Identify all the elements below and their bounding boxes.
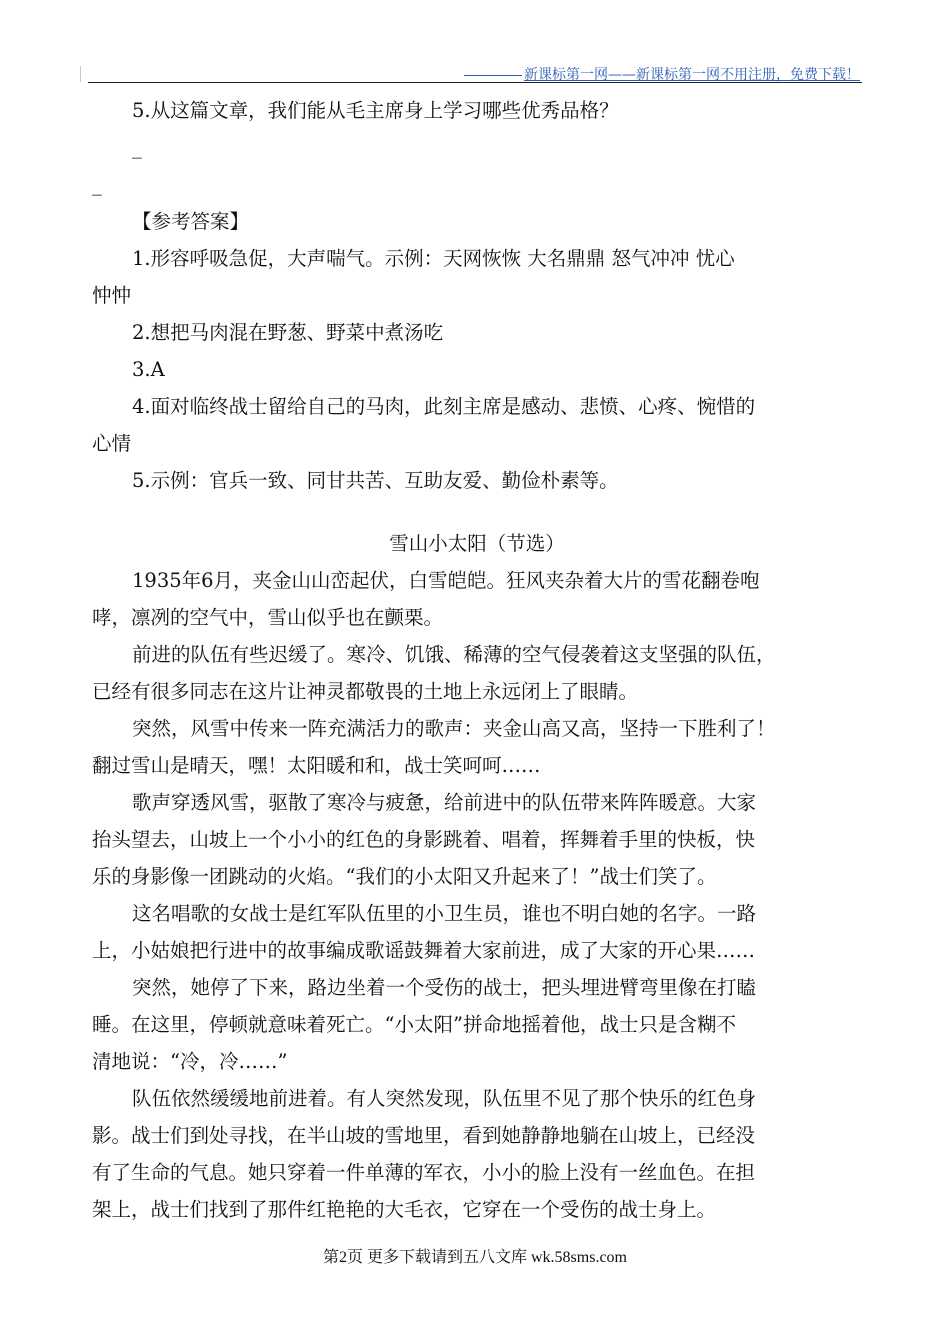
article-paragraph-4	[92, 784, 862, 895]
paragraph-line: 这名唱歌的女战士是红军队伍里的小卫生员，谁也不明白她的名字。一路	[132, 902, 757, 925]
paragraph-line: 歌声穿透风雪，驱散了寒冷与疲惫，给前进中的队伍带来阵阵暖意。大家	[132, 791, 757, 814]
answer-4-line-2: 心情	[92, 432, 132, 455]
page-footer: 第2页 更多下载请到五八文库 wk.58sms.com	[322, 1249, 627, 1266]
paragraph-line: 有了生命的气息。她只穿着一件单薄的军衣，小小的脸上没有一丝血色。在担	[92, 1161, 756, 1184]
header-site-link[interactable]	[464, 64, 860, 84]
article-paragraph-6	[92, 969, 862, 1080]
paragraph-line: 架上，战士们找到了那件红艳艳的大毛衣，它穿在一个受伤的战士身上。	[92, 1198, 717, 1221]
paragraph-line: 上，小姑娘把行进中的故事编成歌谣鼓舞着大家前进，成了大家的开心果……	[92, 939, 756, 962]
paragraph-line: 睡。在这里，停顿就意味着死亡。“小太阳”拼命地摇着他，战士只是含糊不	[92, 1013, 736, 1036]
answer-3: 3.A	[132, 358, 165, 381]
article-paragraph-3	[92, 710, 862, 784]
answers-heading: 【参考答案】	[132, 210, 250, 233]
paragraph-line: 已经有很多同志在这片让神灵都敬畏的土地上永远闭上了眼睛。	[92, 680, 639, 703]
header-tick	[80, 66, 81, 82]
answer-blank-2: _	[92, 173, 102, 196]
answer-1-line-2: 忡忡	[92, 284, 132, 307]
question-5: 5.从这篇文章，我们能从毛主席身上学习哪些优秀品格？	[132, 99, 619, 122]
header-link-leader	[464, 75, 522, 76]
paragraph-line: 抬头望去，山坡上一个小小的红色的身影跳着、唱着，挥舞着手里的快板，快	[92, 828, 756, 851]
paragraph-line: 1935年6月，夹金山山峦起伏，白雪皑皑。狂风夹杂着大片的雪花翻卷咆	[132, 569, 760, 592]
paragraph-line: 乐的身影像一团跳动的火焰。“我们的小太阳又升起来了！”战士们笑了。	[92, 865, 717, 888]
article-paragraph-1	[92, 562, 862, 636]
paragraph-line: 翻过雪山是晴天，嘿！太阳暖和和，战士笑呵呵……	[92, 754, 541, 777]
article-paragraph-5	[92, 895, 862, 969]
header-link-text[interactable]: 新课标第一网——新课标第一网不用注册，免费下载！	[524, 67, 860, 83]
answer-4-line-1: 4.面对临终战士留给自己的马肉，此刻主席是感动、悲愤、心疼、惋惜的	[132, 395, 756, 418]
article-paragraph-7	[92, 1080, 862, 1228]
answer-1-line-1: 1.形容呼吸急促，大声喘气。示例：天网恢恢 大名鼎鼎 怒气冲冲 忧心	[132, 247, 735, 270]
paragraph-line: 前进的队伍有些迟缓了。寒冷、饥饿、稀薄的空气侵袭着这支坚强的队伍，	[132, 643, 776, 666]
paragraph-line: 突然，风雪中传来一阵充满活力的歌声：夹金山高又高，坚持一下胜利了！	[132, 717, 776, 740]
paragraph-line: 队伍依然缓缓地前进着。有人突然发现，队伍里不见了那个快乐的红色身	[132, 1087, 757, 1110]
article-title: 雪山小太阳（节选）	[389, 532, 565, 555]
answer-blank-1: _	[132, 136, 142, 159]
paragraph-line: 清地说：“冷，冷……”	[92, 1050, 288, 1073]
answer-2: 2.想把马肉混在野葱、野菜中煮汤吃	[132, 321, 444, 344]
answer-5: 5.示例：官兵一致、同甘共苦、互助友爱、勤俭朴素等。	[132, 469, 619, 492]
paragraph-line: 突然，她停了下来，路边坐着一个受伤的战士，把头埋进臂弯里像在打瞌	[132, 976, 757, 999]
article-body	[92, 562, 862, 1228]
page-content	[92, 92, 862, 1228]
paragraph-line: 哮，凛冽的空气中，雪山似乎也在颤栗。	[92, 606, 444, 629]
paragraph-line: 影。战士们到处寻找，在半山坡的雪地里，看到她静静地躺在山坡上，已经没	[92, 1124, 756, 1147]
article-paragraph-2	[92, 636, 862, 710]
header-rule	[88, 82, 862, 83]
